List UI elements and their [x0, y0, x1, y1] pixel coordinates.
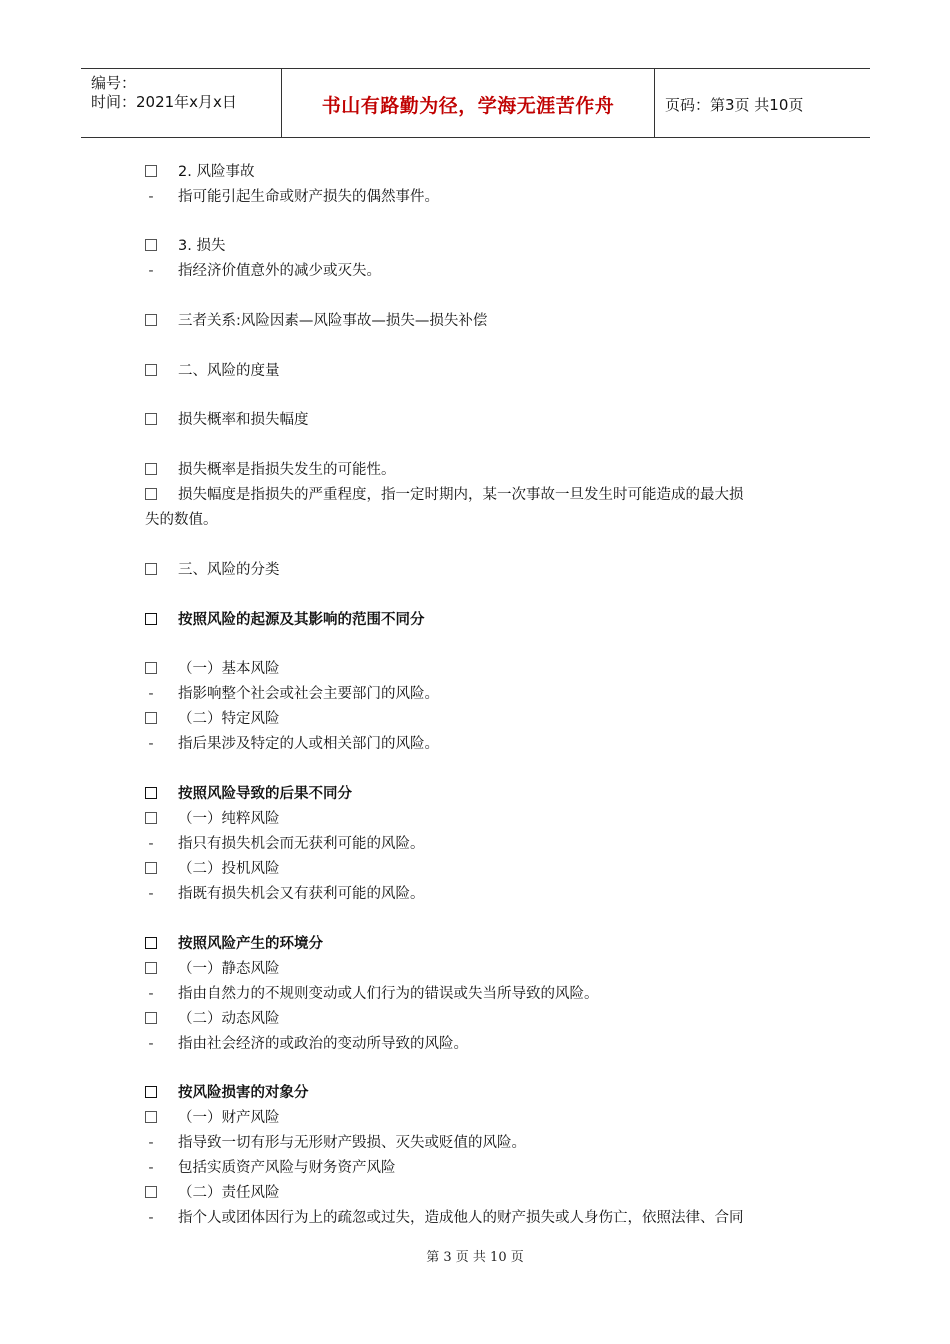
- line-text: 2. 风险事故: [178, 164, 255, 180]
- line-text: 3. 损失: [178, 238, 226, 254]
- document-line: [145, 833, 425, 855]
- bullet-dash-icon: -: [148, 1036, 154, 1052]
- document-line: [145, 235, 226, 257]
- line-text: 按照风险导致的后果不同分: [178, 786, 352, 802]
- line-text: 按照风险产生的环境分: [178, 936, 323, 952]
- document-line: [145, 1082, 309, 1104]
- bullet-box-icon: [145, 488, 157, 500]
- bullet-box-icon: [145, 662, 157, 674]
- line-text: （一）静态风险: [178, 961, 280, 977]
- page-footer: 第 3 页 共 10 页: [426, 1250, 524, 1265]
- line-text: 二、风险的度量: [178, 363, 280, 379]
- bullet-box-icon: [145, 1186, 157, 1198]
- document-line: [145, 1157, 396, 1179]
- document-line: [145, 260, 381, 282]
- document-line: [145, 958, 280, 980]
- bullet-dash-icon: -: [148, 1210, 154, 1226]
- line-text: （二）投机风险: [178, 861, 280, 877]
- bullet-box-icon: [145, 613, 157, 625]
- bullet-box-icon: [145, 812, 157, 824]
- line-text: 指只有损失机会而无获利可能的风险。: [178, 836, 425, 852]
- document-line: [145, 360, 280, 382]
- bullet-box-icon: [145, 314, 157, 326]
- motto-text: 书山有路勤为径，学海无涯苦作舟: [321, 95, 615, 117]
- line-text: 指经济价值意外的减少或灭失。: [178, 263, 381, 279]
- document-line: [145, 609, 425, 631]
- document-line: [145, 933, 323, 955]
- page-label: 页码：第3页 共10页: [665, 96, 804, 114]
- document-line: [145, 858, 280, 880]
- bullet-dash-icon: -: [148, 263, 154, 279]
- line-text: 指个人或团体因行为上的疏忽或过失，造成他人的财产损失或人身伤亡，依照法律、合同: [178, 1210, 744, 1226]
- line-text: （二）特定风险: [178, 711, 280, 727]
- bullet-box-icon: [145, 787, 157, 799]
- bullet-box-icon: [145, 962, 157, 974]
- line-text: 失的数值。: [145, 512, 218, 528]
- bullet-box-icon: [145, 563, 157, 575]
- document-line: [145, 658, 280, 680]
- line-text: 指可能引起生命或财产损失的偶然事件。: [178, 189, 439, 205]
- line-text: （一）纯粹风险: [178, 811, 280, 827]
- line-text: 指影响整个社会或社会主要部门的风险。: [178, 686, 439, 702]
- bullet-box-icon: [145, 862, 157, 874]
- line-text: 损失概率是指损失发生的可能性。: [178, 462, 396, 478]
- line-text: 指后果涉及特定的人或相关部门的风险。: [178, 736, 439, 752]
- bullet-dash-icon: -: [148, 1160, 154, 1176]
- number-label: 编号：: [91, 74, 137, 92]
- bullet-box-icon: [145, 165, 157, 177]
- line-text: 三者关系:风险因素—风险事故—损失—损失补偿: [178, 313, 488, 329]
- bullet-box-icon: [145, 364, 157, 376]
- line-text: 损失概率和损失幅度: [178, 412, 309, 428]
- bullet-dash-icon: -: [148, 836, 154, 852]
- bullet-box-icon: [145, 413, 157, 425]
- document-line: [145, 310, 488, 332]
- bullet-dash-icon: -: [148, 986, 154, 1002]
- document-line: [145, 409, 309, 431]
- document-line: [145, 883, 425, 905]
- line-text: （一）基本风险: [178, 661, 280, 677]
- line-text: 包括实质资产风险与财务资产风险: [178, 1160, 396, 1176]
- document-line: [145, 683, 439, 705]
- line-text: （一）财产风险: [178, 1110, 280, 1126]
- document-line: [145, 1033, 468, 1055]
- bullet-dash-icon: -: [148, 686, 154, 702]
- document-line: [145, 708, 280, 730]
- bullet-box-icon: [145, 239, 157, 251]
- document-line: [145, 161, 255, 183]
- bullet-box-icon: [145, 1012, 157, 1024]
- line-text: 三、风险的分类: [178, 562, 280, 578]
- line-text: 指由社会经济的或政治的变动所导致的风险。: [178, 1036, 468, 1052]
- bullet-box-icon: [145, 463, 157, 475]
- document-line: [145, 733, 439, 755]
- line-text: 按风险损害的对象分: [178, 1085, 309, 1101]
- line-text: （二）动态风险: [178, 1011, 280, 1027]
- document-line: [145, 186, 439, 208]
- document-line: [145, 559, 280, 581]
- document-line: [145, 1207, 744, 1229]
- document-line: [145, 808, 280, 830]
- line-text: 按照风险的起源及其影响的范围不同分: [178, 612, 425, 628]
- document-line: [145, 1107, 280, 1129]
- line-text: 指导致一切有形与无形财产毁损、灭失或贬值的风险。: [178, 1135, 526, 1151]
- bullet-dash-icon: -: [148, 189, 154, 205]
- bullet-box-icon: [145, 1111, 157, 1123]
- bullet-dash-icon: -: [148, 736, 154, 752]
- line-text: 指既有损失机会又有获利可能的风险。: [178, 886, 425, 902]
- document-line: [145, 1182, 280, 1204]
- bullet-box-icon: [145, 712, 157, 724]
- document-line: [145, 783, 352, 805]
- document-line: [145, 1132, 526, 1154]
- line-text: （二）责任风险: [178, 1185, 280, 1201]
- document-line: [145, 484, 744, 506]
- bullet-dash-icon: -: [148, 1135, 154, 1151]
- bullet-box-icon: [145, 1086, 157, 1098]
- document-line: [145, 459, 396, 481]
- line-text: 损失幅度是指损失的严重程度，指一定时期内，某一次事故一旦发生时可能造成的最大损: [178, 487, 744, 503]
- bullet-dash-icon: -: [148, 886, 154, 902]
- document-line: [145, 983, 599, 1005]
- bullet-box-icon: [145, 937, 157, 949]
- time-label: 时间：2021年x月x日: [91, 93, 237, 111]
- line-text: 指由自然力的不规则变动或人们行为的错误或失当所导致的风险。: [178, 986, 599, 1002]
- document-line: [145, 1008, 280, 1030]
